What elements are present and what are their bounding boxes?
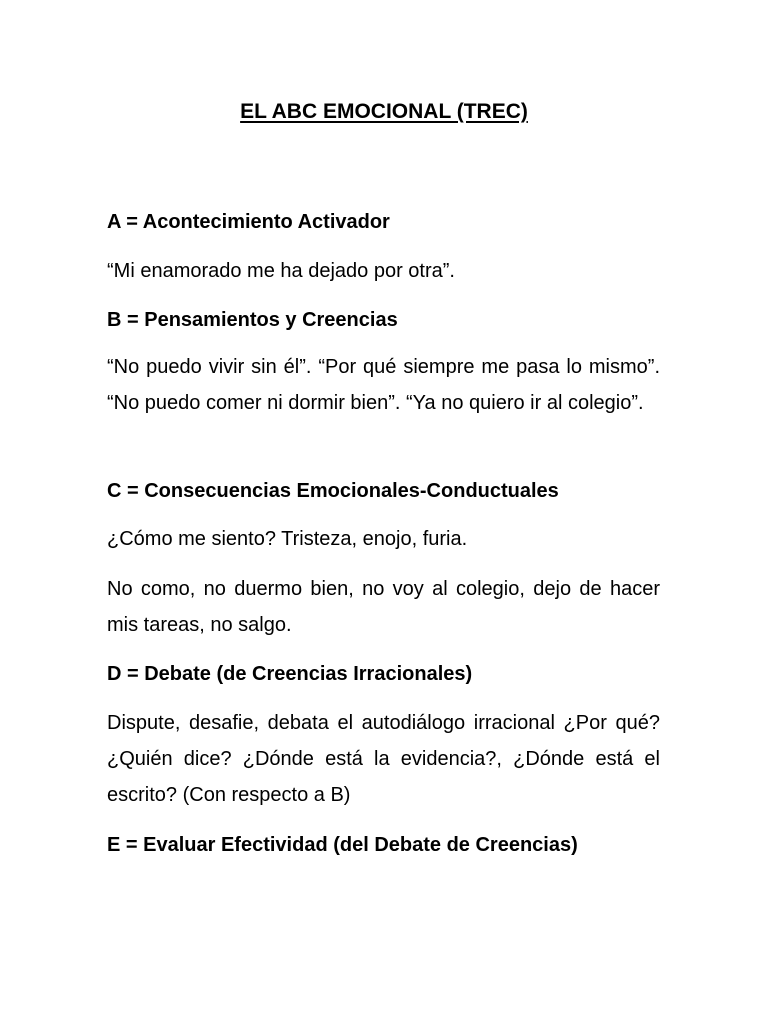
section-c-heading: C = Consecuencias Emocionales-Conductuales	[107, 480, 559, 502]
section-a-heading: A = Acontecimiento Activador	[107, 211, 390, 233]
section-c-text-2: No como, no duermo bien, no voy al colegio, dejo de hacer mis tareas, no salgo.	[107, 578, 660, 636]
section-d-text: Dispute, desafie, debata el autodiálogo irracional ¿Por qué? ¿Quién dice? ¿Dónde está la evidencia?, ¿Dónde está el escrito? (Con respecto a B)	[107, 712, 660, 806]
section-b-heading: B = Pensamientos y Creencias	[107, 309, 398, 331]
section-d-heading: D = Debate (de Creencias Irracionales)	[107, 663, 473, 685]
document-title: EL ABC EMOCIONAL (TREC)	[240, 100, 528, 123]
section-c-text-1: ¿Cómo me siento? Tristeza, enojo, furia.	[107, 528, 468, 550]
section-e-heading: E = Evaluar Efectividad (del Debate de Creencias)	[107, 834, 578, 856]
section-a-text: “Mi enamorado me ha dejado por otra”.	[107, 260, 455, 282]
section-b-text: “No puedo vivir sin él”. “Por qué siempre me pasa lo mismo”. “No puedo comer ni dormir bien”. “Ya no quiero ir al colegio”.	[107, 356, 660, 414]
